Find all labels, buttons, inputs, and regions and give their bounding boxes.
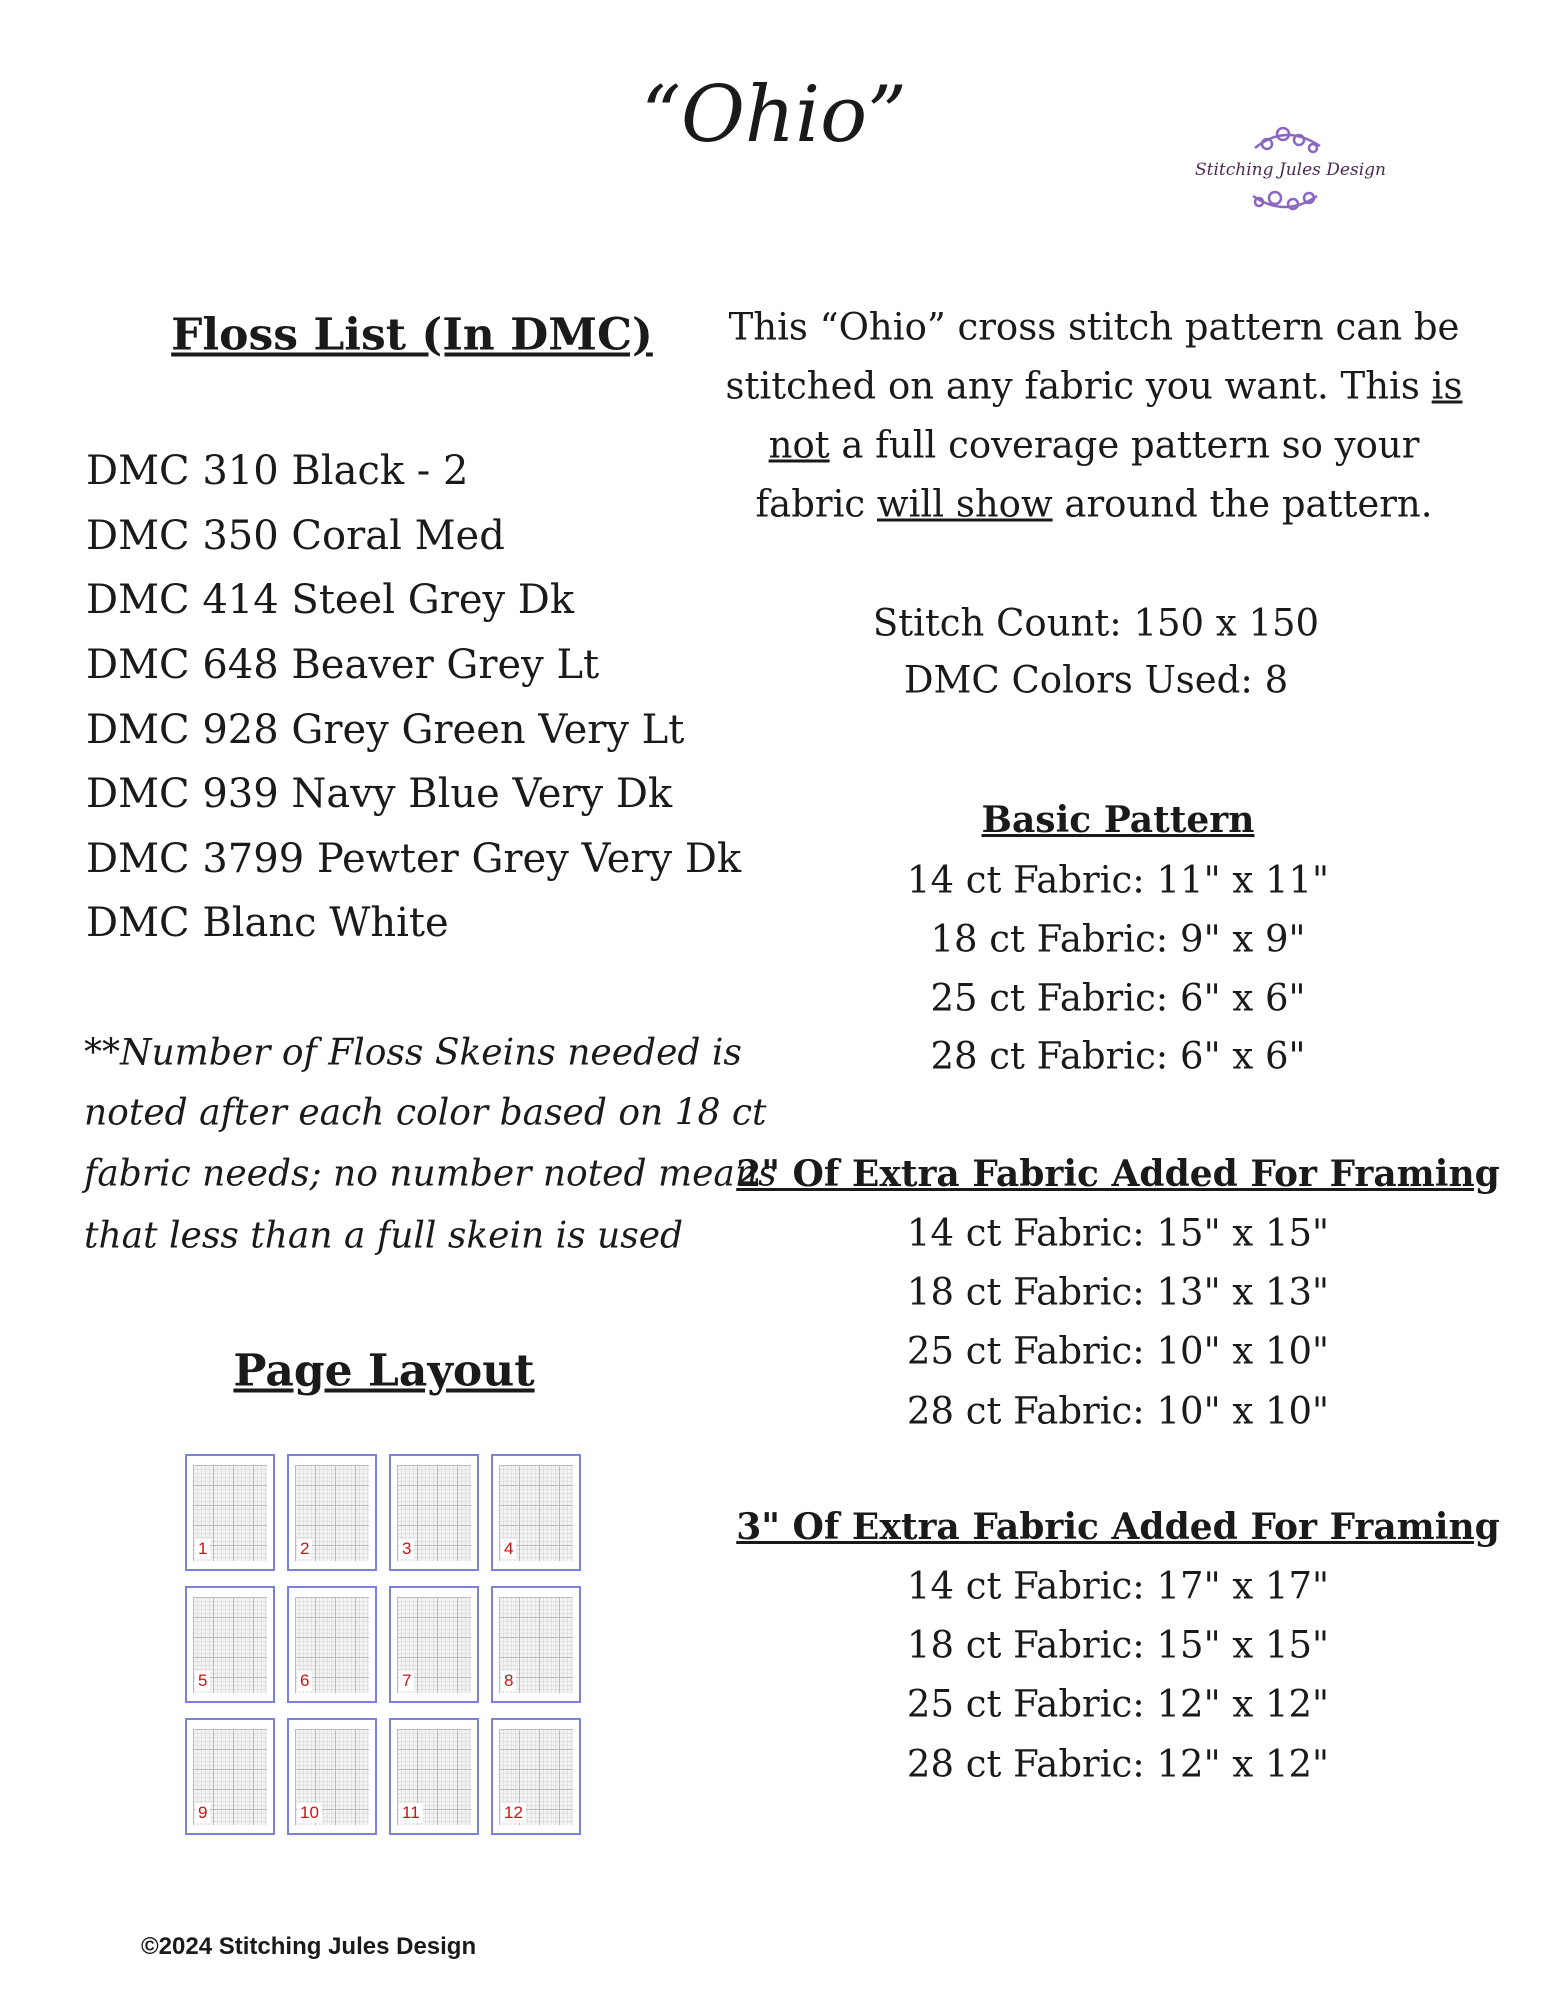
size-item: 18 ct Fabric: 13" x 13" — [906, 1270, 1330, 1314]
layout-page-thumb — [185, 1586, 275, 1703]
skein-note-line: fabric needs; no number noted means — [84, 1153, 777, 1195]
logo-text: Stitching Jules Design — [1195, 160, 1386, 180]
skein-note-line: that less than a full skein is used — [84, 1215, 684, 1257]
layout-page-thumb — [287, 1454, 377, 1571]
floss-item: DMC 414 Steel Grey Dk — [86, 577, 575, 623]
page-number: 5 — [195, 1671, 210, 1691]
brand-logo — [1195, 118, 1385, 228]
size-item: 28 ct Fabric: 6" x 6" — [930, 1034, 1306, 1078]
skein-note-line: **Number of Floss Skeins needed is — [84, 1032, 742, 1074]
page-number: 10 — [297, 1803, 322, 1823]
intro-line — [769, 424, 1420, 467]
floss-item: DMC 939 Navy Blue Very Dk — [86, 771, 673, 817]
page-number: 3 — [399, 1539, 414, 1559]
section-heading: 2" Of Extra Fabric Added For Framing — [736, 1153, 1500, 1195]
size-item: 25 ct Fabric: 12" x 12" — [906, 1682, 1330, 1726]
copyright-footer: ©2024 Stitching Jules Design — [141, 1933, 477, 1960]
page-number: 9 — [195, 1803, 210, 1823]
intro-text: fabric — [755, 482, 877, 526]
size-item: 25 ct Fabric: 6" x 6" — [930, 976, 1306, 1020]
layout-page-thumb — [491, 1454, 581, 1571]
layout-page-thumb — [389, 1454, 479, 1571]
stitch-count: Stitch Count: 150 x 150 — [872, 601, 1320, 645]
page-number: 2 — [297, 1539, 312, 1559]
skein-note-line: noted after each color based on 18 ct — [84, 1092, 767, 1134]
intro-line — [755, 483, 1432, 526]
floss-item: DMC 310 Black - 2 — [86, 448, 469, 494]
floss-item: DMC 648 Beaver Grey Lt — [86, 642, 600, 688]
layout-page-thumb — [389, 1586, 479, 1703]
layout-page-thumb — [185, 1718, 275, 1835]
page-layout-heading: Page Layout — [233, 1345, 535, 1397]
size-item: 14 ct Fabric: 15" x 15" — [906, 1211, 1330, 1255]
floss-item: DMC 928 Grey Green Very Lt — [86, 707, 685, 753]
page-number: 11 — [399, 1803, 423, 1823]
page-number: 8 — [501, 1671, 516, 1691]
size-item: 18 ct Fabric: 9" x 9" — [930, 917, 1306, 961]
layout-page-thumb — [287, 1718, 377, 1835]
floss-list-heading: Floss List (In DMC) — [171, 309, 653, 361]
intro-line — [726, 365, 1463, 408]
size-item: 28 ct Fabric: 10" x 10" — [906, 1389, 1330, 1433]
intro-line: This “Ohio” cross stitch pattern can be — [728, 305, 1460, 349]
section-heading: 3" Of Extra Fabric Added For Framing — [736, 1506, 1500, 1548]
intro-emphasis: will show — [876, 482, 1053, 526]
section-heading: Basic Pattern — [981, 799, 1255, 841]
layout-page-thumb — [491, 1718, 581, 1835]
page-number: 7 — [399, 1671, 414, 1691]
floss-item: DMC 350 Coral Med — [86, 513, 505, 559]
intro-emphasis: not — [768, 423, 830, 467]
page-number: 6 — [297, 1671, 312, 1691]
page-number: 12 — [501, 1803, 526, 1823]
layout-page-thumb — [389, 1718, 479, 1835]
size-item: 18 ct Fabric: 15" x 15" — [906, 1623, 1330, 1667]
floss-item: DMC 3799 Pewter Grey Very Dk — [86, 836, 742, 882]
floss-item: DMC Blanc White — [86, 900, 449, 946]
colors-used: DMC Colors Used: 8 — [903, 658, 1289, 702]
size-item: 14 ct Fabric: 11" x 11" — [906, 858, 1330, 902]
layout-page-thumb — [491, 1586, 581, 1703]
size-item: 25 ct Fabric: 10" x 10" — [906, 1329, 1330, 1373]
size-item: 14 ct Fabric: 17" x 17" — [906, 1564, 1330, 1608]
intro-emphasis: is — [1431, 364, 1463, 408]
intro-text: stitched on any fabric you want. This — [725, 364, 1432, 408]
size-item: 28 ct Fabric: 12" x 12" — [906, 1742, 1330, 1786]
layout-page-thumb — [185, 1454, 275, 1571]
layout-page-thumb — [287, 1586, 377, 1703]
page-number: 4 — [501, 1539, 516, 1559]
intro-text: around the pattern. — [1052, 482, 1433, 526]
intro-text: a full coverage pattern so your — [829, 423, 1420, 467]
page-title: “Ohio” — [641, 70, 907, 160]
page-number: 1 — [195, 1539, 210, 1559]
